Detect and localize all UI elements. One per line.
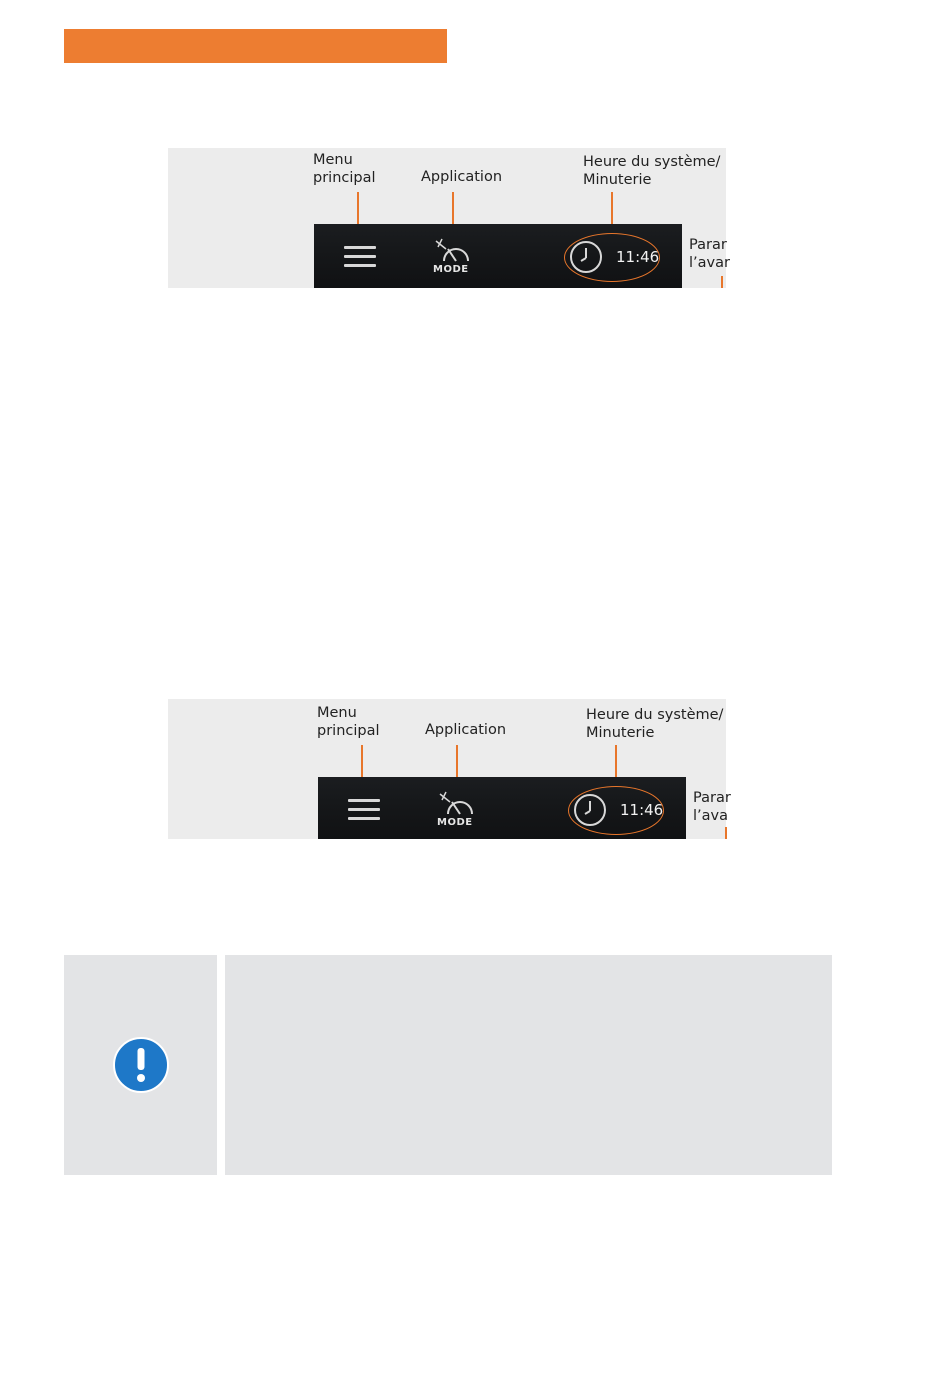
status-bar-figure-2 xyxy=(168,699,731,839)
parameters-label-line1: Parar xyxy=(693,790,731,806)
device-status-bar xyxy=(318,777,686,839)
system-time-label-line2: Minuterie xyxy=(583,172,652,188)
system-time-label-line2: Minuterie xyxy=(586,725,655,741)
section-header-bar xyxy=(64,29,447,63)
application-label: Application xyxy=(425,722,507,738)
parameters-pointer xyxy=(721,276,723,288)
parameters-pointer xyxy=(725,827,727,839)
note-text-cell xyxy=(225,955,832,1175)
status-bar-figure-1 xyxy=(168,148,730,288)
important-note-panel xyxy=(64,955,832,1175)
application-label: Application xyxy=(421,169,503,185)
device-status-bar xyxy=(314,224,682,288)
hamburger-menu-icon[interactable] xyxy=(344,244,376,272)
hamburger-menu-icon[interactable] xyxy=(348,797,380,825)
mode-label: MODE xyxy=(437,817,473,828)
system-time-label-line1: Heure du système/ xyxy=(583,154,721,170)
menu-label-line2: principal xyxy=(317,723,380,739)
mode-label: MODE xyxy=(433,264,469,275)
mode-gauge-icon[interactable] xyxy=(436,790,476,816)
mode-gauge-icon[interactable] xyxy=(432,237,472,263)
parameters-label-line2: l’avar xyxy=(689,255,730,271)
system-time-label-line1: Heure du système/ xyxy=(586,707,724,723)
time-highlight-oval xyxy=(568,786,664,835)
parameters-label-line2: l’ava xyxy=(693,808,728,824)
exclamation-icon xyxy=(112,1036,170,1094)
menu-label-line1: Menu xyxy=(313,152,353,168)
menu-label-line1: Menu xyxy=(317,705,357,721)
parameters-label-line1: Parar xyxy=(689,237,727,253)
system-time[interactable]: 11:46 xyxy=(620,801,664,819)
menu-label-line2: principal xyxy=(313,170,376,186)
system-time[interactable]: 11:46 xyxy=(616,248,660,266)
note-icon-cell xyxy=(64,955,217,1175)
time-highlight-oval xyxy=(564,233,660,282)
